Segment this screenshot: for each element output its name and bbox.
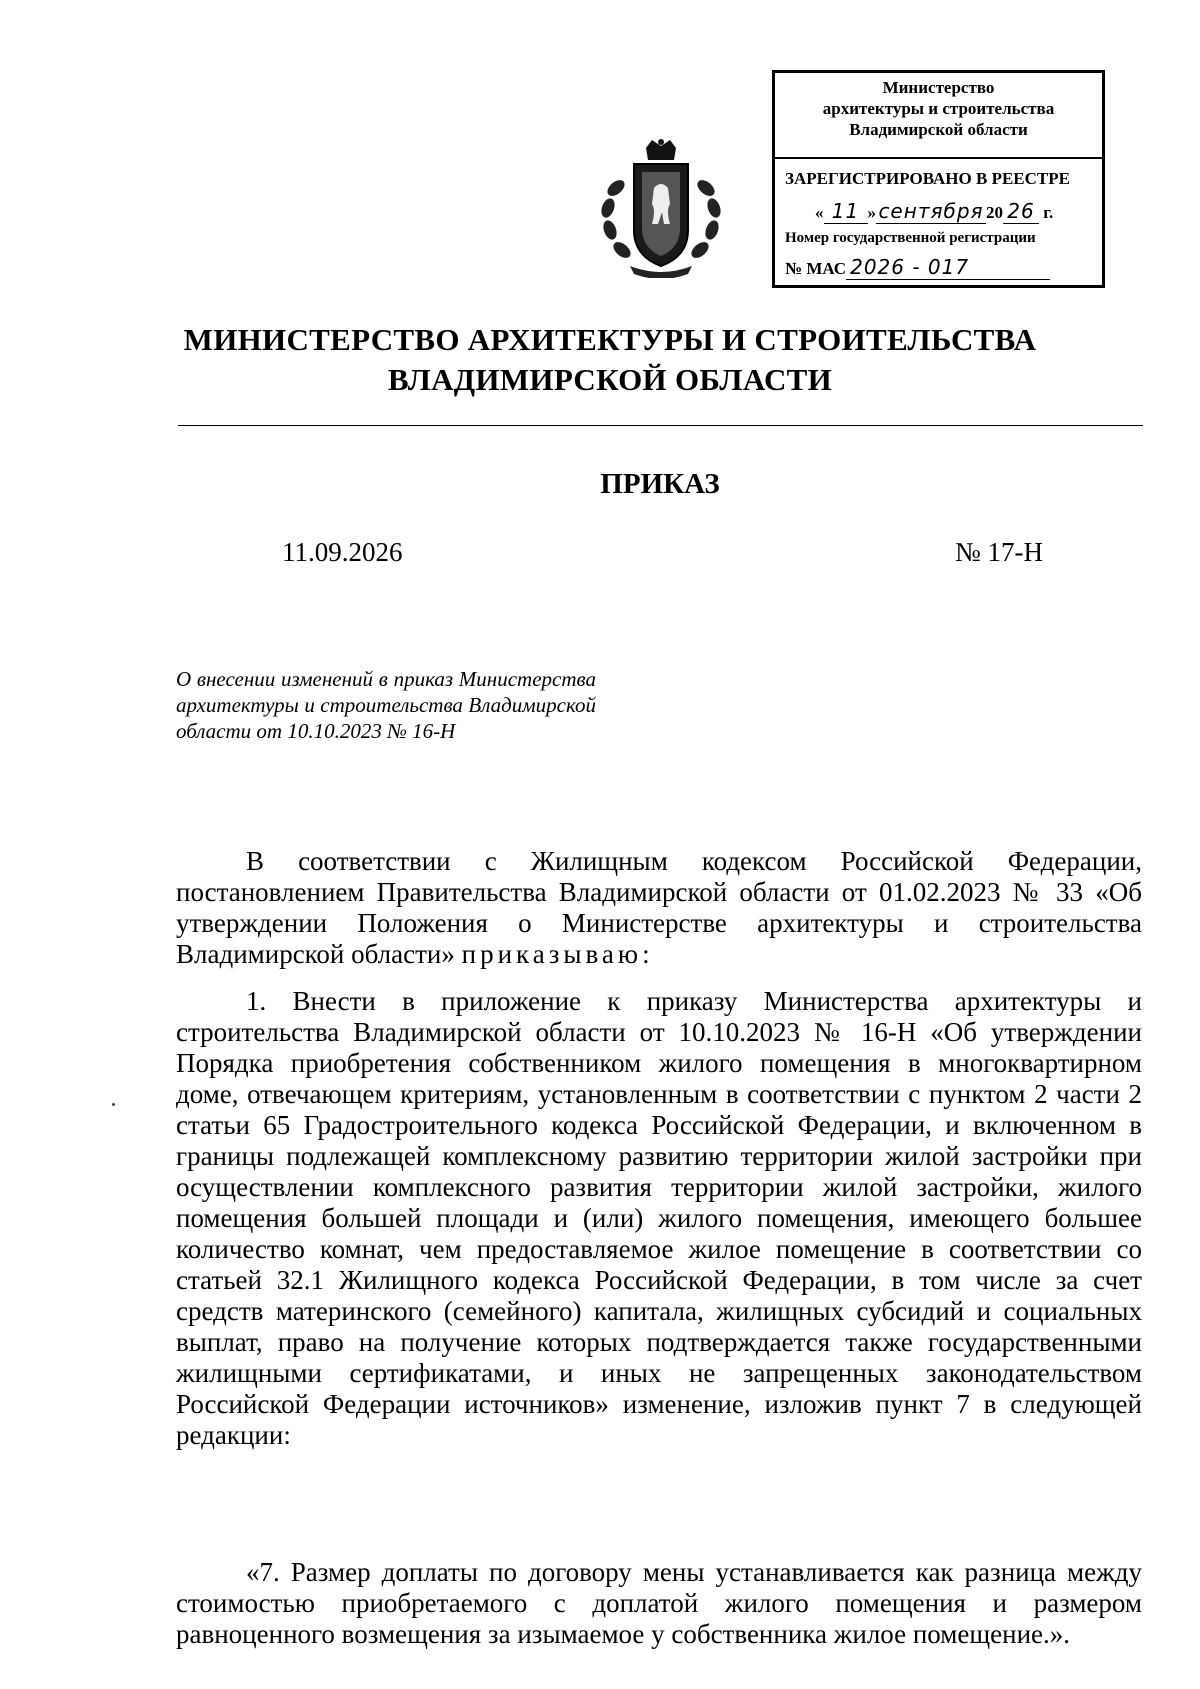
document-type: ПРИКАЗ (600, 468, 720, 500)
stamp-divider (775, 157, 1102, 159)
stamp-date: « 11 » сентября 20 26 г. (815, 199, 1054, 223)
document-date: 11.09.2026 (282, 537, 403, 567)
ministry-title (160, 320, 1060, 400)
body-paragraph-quoted-item-7: «7. Размер доплаты по договору мены устанавливается как разница между стоимостью приобретаемого с доплатой жилого помещения и размером равноценного возмещения за изымаемое у собственника жилое помещение.». (176, 1557, 1142, 1649)
ministry-title-line-2: ВЛАДИМИРСКОЙ ОБЛАСТИ (387, 362, 833, 397)
coat-of-arms-emblem (586, 138, 736, 278)
ministry-title-line-1: МИНИСТЕРСТВО АРХИТЕКТУРЫ И СТРОИТЕЛЬСТВА (183, 322, 1037, 357)
document-subject: О внесении изменений в приказ Министерства архитектуры и строительства Владимирской области от 10.10.2023 № 16-Н (176, 667, 596, 743)
stamp-org-line-1: Министерство (882, 78, 995, 97)
registration-stamp (772, 70, 1105, 288)
stamp-year-label: г. (1043, 203, 1054, 222)
document-number: № 17-Н (955, 537, 1044, 567)
preamble-decree-word: приказываю (461, 939, 643, 969)
stamp-org-line-3: Владимирской области (849, 120, 1028, 139)
stamp-year-suffix: 26 (1003, 199, 1039, 224)
stamp-reg-prefix: № МАС (785, 259, 847, 278)
stamp-reg-number-value: 2026 - 017 (846, 255, 1050, 280)
preamble-text: В соответствии с Жилищным кодексом Российской Федерации, постановлением Правительства Владимирской области от 01.02.2023 № 33 «Об утверждении Положения о Министерстве архитектуры и строительства Владимирской области» (176, 846, 1142, 969)
stamp-year-prefix: 20 (986, 203, 1003, 222)
stamp-organization (775, 77, 1102, 140)
stamp-date-day: 11 (824, 199, 868, 224)
stamp-date-month: сентября (876, 199, 986, 224)
body-paragraph-preamble (176, 846, 1142, 970)
stamp-reg-number (785, 255, 1050, 280)
stamp-reg-number-label: Номер государственной регистрации (785, 230, 1036, 246)
header-rule (178, 425, 1143, 426)
scan-speck (112, 1103, 115, 1106)
stamp-registered-label: ЗАРЕГИСТРИРОВАНО В РЕЕСТРЕ (785, 169, 1070, 188)
body-paragraph-item-1: 1. Внести в приложение к приказу Министерства архитектуры и строительства Владимирской области от 10.10.2023 № 16-Н «Об утверждении Порядка приобретения собственником жилого помещения в многоквартирном доме, отвечающем критериям, установленным в соответствии с пунктом 2 части 2 статьи 65 Градостроительного кодекса Российской Федерации, и включенном в границы подлежащей комплексному развитию территории жилой застройки при осуществлении комплексного развития территории жилой застройки, жилого помещения большей площади и (или) жилого помещения, имеющего большее количество комнат, чем предоставляемое жилое помещение в соответствии со статьей 32.1 Жилищного кодекса Российской Федерации, в том числе за счет средств материнского (семейного) капитала, жилищных субсидий и социальных выплат, право на получение которых подтверждается также государственными жилищными сертификатами, и иных не запрещенных законодательством Российской Федерации источников» изменение, изложив пункт 7 в следующей редакции: (176, 986, 1142, 1450)
coat-of-arms-icon (586, 138, 736, 278)
preamble-colon: : (642, 939, 650, 969)
stamp-org-line-2: архитектуры и строительства (822, 99, 1055, 118)
